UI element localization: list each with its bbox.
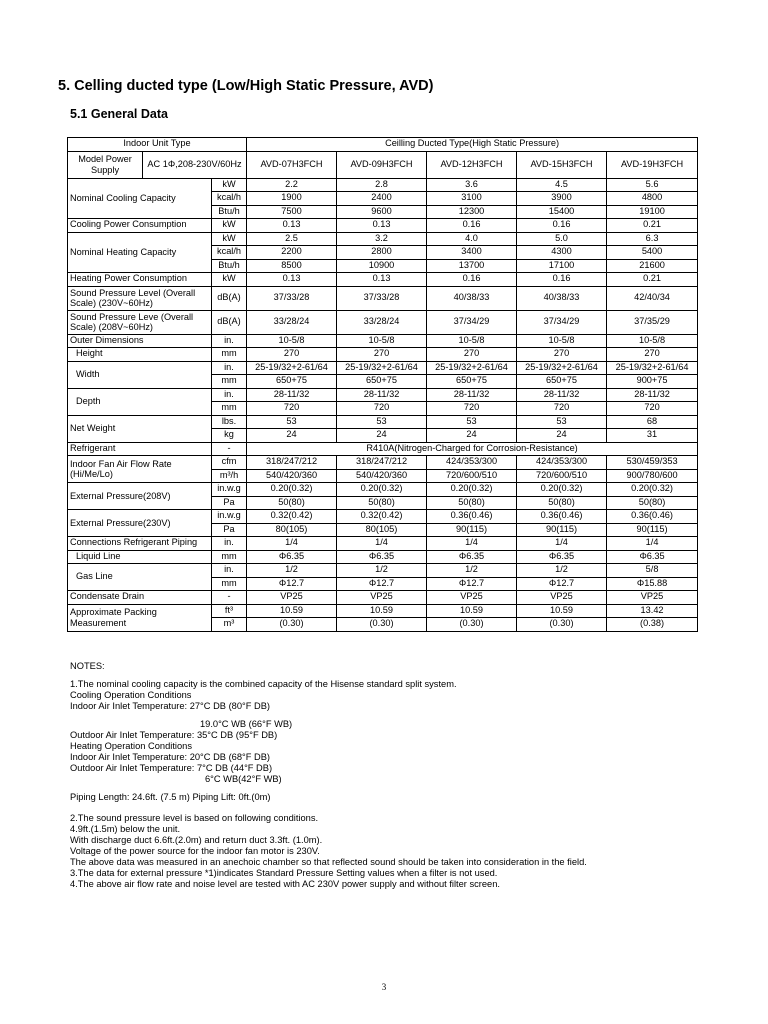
table-cell: 0.16 [427,219,517,233]
unit-cell: Btu/h [212,205,247,219]
table-cell: (0.30) [427,618,517,632]
indoor-unit-type-label: Indoor Unit Type [68,138,247,152]
table-cell: 53 [337,415,427,429]
power-supply-value: AC 1Φ,208-230V/60Hz [143,151,247,178]
table-cell: 0.32(0.42) [247,510,337,524]
cooling-indoor-temp: Indoor Air Inlet Temperature: 27°C DB (80°F DB) [70,701,271,711]
unit-cell: in. [212,537,247,551]
table-cell: 1900 [247,192,337,206]
row-label: Liquid Line [68,550,212,564]
row-label: Refrigerant [68,442,212,456]
table-cell: 0.21 [607,273,698,287]
table-row [68,550,698,564]
table-cell: 1/4 [247,537,337,551]
row-label: External Pressure(230V) [68,510,212,537]
table-cell: 1/2 [427,564,517,578]
unit-cell: kcal/h [212,246,247,260]
unit-cell: mm [212,550,247,564]
table-cell: 40/38/33 [517,286,607,310]
row-label: Gas Line [68,564,212,591]
table-cell: 1/4 [607,537,698,551]
table-cell: 720/600/510 [427,469,517,483]
table-cell: 33/28/24 [337,310,427,334]
table-cell: 3400 [427,246,517,260]
table-cell: 28-11/32 [337,388,427,402]
table-cell: 42/40/34 [607,286,698,310]
table-cell: 68 [607,415,698,429]
table-cell: Φ15.88 [607,577,698,591]
unit-cell: mm [212,577,247,591]
table-cell: 650+75 [517,375,607,389]
table-cell: Φ6.35 [247,550,337,564]
refrigerant-value: R410A(Nitrogen-Charged for Corrosion-Resistance) [247,442,698,456]
table-cell: 900/780/600 [607,469,698,483]
table-cell: 720/600/510 [517,469,607,483]
row-label: External Pressure(208V) [68,483,212,510]
table-cell: 318/247/212 [247,456,337,470]
row-label: Approximate Packing Measurement [68,604,212,631]
table-cell: 0.13 [337,273,427,287]
table-row [68,310,698,334]
table-cell: 1/4 [517,537,607,551]
table-cell: 4800 [607,192,698,206]
note-2-distance: 4.9ft.(1.5m) below the unit. [70,824,181,834]
table-cell: 0.21 [607,219,698,233]
table-cell: 37/34/29 [517,310,607,334]
table-cell: VP25 [247,591,337,605]
table-cell: 0.36(0.46) [517,510,607,524]
table-cell: 10-5/8 [427,334,517,348]
table-cell: 53 [517,415,607,429]
unit-cell: cfm [212,456,247,470]
table-cell: 8500 [247,259,337,273]
table-cell: Φ12.7 [247,577,337,591]
unit-cell: - [212,442,247,456]
unit-cell: m³ [212,618,247,632]
table-row [68,591,698,605]
table-row [68,348,698,362]
row-label: Nominal Heating Capacity [68,232,212,273]
unit-type-value: Ceilling Ducted Type(High Static Pressure) [247,138,698,152]
row-label: Height [68,348,212,362]
table-row [68,232,698,246]
table-cell: 0.36(0.46) [427,510,517,524]
row-label: Nominal Cooling Capacity [68,178,212,219]
table-cell: 50(80) [247,496,337,510]
row-label: Net Weight [68,415,212,442]
table-cell: 650+75 [247,375,337,389]
table-row [68,537,698,551]
unit-cell: kg [212,429,247,443]
table-cell: 28-11/32 [247,388,337,402]
table-cell: 17100 [517,259,607,273]
unit-cell: - [212,591,247,605]
table-cell: 3.6 [427,178,517,192]
table-cell: 24 [247,429,337,443]
table-cell: 3100 [427,192,517,206]
table-cell: 720 [427,402,517,416]
table-cell: Φ12.7 [517,577,607,591]
heating-outdoor-temp: Outdoor Air Inlet Temperature: 7°C DB (44°F DB) [70,763,273,773]
table-cell: 5.0 [517,232,607,246]
table-cell: 0.20(0.32) [247,483,337,497]
unit-cell: kW [212,178,247,192]
table-cell: VP25 [517,591,607,605]
table-cell: 2400 [337,192,427,206]
table-cell: 0.13 [247,219,337,233]
table-cell: 25-19/32+2-61/64 [517,361,607,375]
unit-cell: kW [212,232,247,246]
row-label: Cooling Power Consumption [68,219,212,233]
table-cell: 720 [607,402,698,416]
table-cell: 0.16 [517,219,607,233]
unit-cell: m³/h [212,469,247,483]
table-cell: 2200 [247,246,337,260]
table-row [68,388,698,402]
table-cell: 0.13 [247,273,337,287]
table-cell: VP25 [337,591,427,605]
piping-length: Piping Length: 24.6ft. (7.5 m) Piping Lift: 0ft.(0m) [70,792,271,802]
table-cell: Φ6.35 [427,550,517,564]
cooling-conditions: Cooling Operation Conditions [70,690,192,700]
note-2-chamber: The above data was measured in an anechoic chamber so that reflected sound should be taken into consideration in the field. [70,857,587,867]
table-cell: 3900 [517,192,607,206]
row-label: Outer Dimensions [68,334,212,348]
table-cell: 0.20(0.32) [517,483,607,497]
table-cell: 540/420/360 [337,469,427,483]
table-row [68,219,698,233]
table-cell: 530/459/353 [607,456,698,470]
table-cell: 13700 [427,259,517,273]
row-label: Connections Refrigerant Piping [68,537,212,551]
row-label: Indoor Fan Air Flow Rate (Hi/Me/Lo) [68,456,212,483]
table-cell: 720 [247,402,337,416]
unit-cell: dB(A) [212,286,247,310]
table-cell: 1/2 [337,564,427,578]
table-cell: 6.3 [607,232,698,246]
unit-cell: Pa [212,523,247,537]
table-cell: 0.20(0.32) [607,483,698,497]
table-cell: 1/2 [517,564,607,578]
table-cell: 40/38/33 [427,286,517,310]
note-1: 1.The nominal cooling capacity is the combined capacity of the Hisense standard split system. [70,679,457,689]
table-cell: 1/4 [427,537,517,551]
table-cell: 5400 [607,246,698,260]
table-cell: 33/28/24 [247,310,337,334]
table-cell: 10.59 [247,604,337,618]
table-cell: 25-19/32+2-61/64 [247,361,337,375]
cooling-indoor-wb: 19.0°C WB (66°F WB) [200,719,293,729]
table-cell: 24 [337,429,427,443]
table-cell: 80(105) [337,523,427,537]
row-label: Sound Pressure Leve (Overall Scale) (208V~60Hz) [68,310,212,334]
table-cell: 31 [607,429,698,443]
unit-cell: in.w.g [212,483,247,497]
table-cell: 650+75 [337,375,427,389]
model-power-supply-label: Model Power Supply [68,151,143,178]
table-row [68,564,698,578]
table-cell: 0.32(0.42) [337,510,427,524]
note-2: 2.The sound pressure level is based on following conditions. [70,813,319,823]
table-cell: 1/2 [247,564,337,578]
table-cell: 90(115) [427,523,517,537]
table-cell: 50(80) [337,496,427,510]
cooling-outdoor-temp: Outdoor Air Inlet Temperature: 35°C DB (95°F DB) [70,730,278,740]
unit-cell: mm [212,348,247,362]
table-row [68,151,698,178]
note-2-voltage: Voltage of the power source for the indoor fan motor is 230V. [70,846,320,856]
table-cell: 0.16 [517,273,607,287]
table-cell: 25-19/32+2-61/64 [427,361,517,375]
table-cell: 900+75 [607,375,698,389]
table-cell: (0.30) [247,618,337,632]
unit-cell: in. [212,564,247,578]
table-cell: 24 [517,429,607,443]
table-cell: 25-19/32+2-61/64 [607,361,698,375]
table-cell: 270 [337,348,427,362]
row-label: Depth [68,388,212,415]
table-cell: 13.42 [607,604,698,618]
table-cell: 540/420/360 [247,469,337,483]
table-row [68,273,698,287]
table-cell: 424/353/300 [517,456,607,470]
unit-cell: Pa [212,496,247,510]
table-cell: 37/33/28 [337,286,427,310]
table-cell: 5.6 [607,178,698,192]
unit-cell: dB(A) [212,310,247,334]
table-cell: 10-5/8 [517,334,607,348]
table-cell: 0.16 [427,273,517,287]
model-header: AVD-07H3FCH [247,151,337,178]
unit-cell: kW [212,219,247,233]
heating-conditions: Heating Operation Conditions [70,741,192,751]
table-cell: 2.2 [247,178,337,192]
unit-cell: kcal/h [212,192,247,206]
table-cell: 3.2 [337,232,427,246]
table-row [68,604,698,618]
table-cell: 37/35/29 [607,310,698,334]
table-cell: 1/4 [337,537,427,551]
table-cell: 10.59 [517,604,607,618]
table-cell: VP25 [607,591,698,605]
table-cell: 80(105) [247,523,337,537]
table-cell: 12300 [427,205,517,219]
table-cell: 4300 [517,246,607,260]
table-cell: 0.20(0.32) [427,483,517,497]
table-cell: 720 [517,402,607,416]
table-row [68,286,698,310]
table-cell: 19100 [607,205,698,219]
table-cell: 90(115) [517,523,607,537]
table-cell: 10.59 [337,604,427,618]
table-cell: 0.36(0.46) [607,510,698,524]
unit-cell: in.w.g [212,510,247,524]
table-cell: 53 [427,415,517,429]
table-cell: 90(115) [607,523,698,537]
table-cell: 2800 [337,246,427,260]
table-cell: 0.13 [337,219,427,233]
subsection-title: 5.1 General Data [70,107,168,121]
table-row [68,138,698,152]
note-4: 4.The above air flow rate and noise level are tested with AC 230V power supply and without filter screen. [70,879,500,889]
unit-cell: ft³ [212,604,247,618]
table-cell: 7500 [247,205,337,219]
table-cell: 10900 [337,259,427,273]
table-row [68,483,698,497]
unit-cell: lbs. [212,415,247,429]
table-cell: VP25 [427,591,517,605]
table-cell: 50(80) [427,496,517,510]
table-cell: 25-19/32+2-61/64 [337,361,427,375]
model-header: AVD-09H3FCH [337,151,427,178]
table-cell: 270 [247,348,337,362]
table-cell: 28-11/32 [427,388,517,402]
page-number: 3 [381,982,387,992]
row-label: Width [68,361,212,388]
table-cell: 10.59 [427,604,517,618]
notes-title: NOTES: [70,661,105,671]
table-cell: 21600 [607,259,698,273]
table-cell: 37/34/29 [427,310,517,334]
table-cell: Φ12.7 [337,577,427,591]
table-cell: 424/353/300 [427,456,517,470]
table-cell: Φ6.35 [607,550,698,564]
table-cell: 15400 [517,205,607,219]
table-cell: 50(80) [607,496,698,510]
table-cell: 720 [337,402,427,416]
table-cell: (0.30) [517,618,607,632]
table-cell: 28-11/32 [517,388,607,402]
table-row [68,442,698,456]
table-cell: 650+75 [427,375,517,389]
table-cell: 10-5/8 [607,334,698,348]
table-cell: 50(80) [517,496,607,510]
unit-cell: in. [212,334,247,348]
table-cell: 10-5/8 [247,334,337,348]
note-2-duct: With discharge duct 6.6ft.(2.0m) and return duct 3.3ft. (1.0m). [70,835,323,845]
table-cell: Φ6.35 [337,550,427,564]
table-cell: (0.38) [607,618,698,632]
section-title: 5. Celling ducted type (Low/High Static Pressure, AVD) [58,78,434,94]
table-cell: 53 [247,415,337,429]
unit-cell: Btu/h [212,259,247,273]
table-cell: 10-5/8 [337,334,427,348]
table-cell: 0.20(0.32) [337,483,427,497]
table-cell: 24 [427,429,517,443]
note-3: 3.The data for external pressure *1)indicates Standard Pressure Setting values when a filter is not used. [70,868,498,878]
table-cell: 2.8 [337,178,427,192]
unit-cell: mm [212,375,247,389]
table-cell: 270 [427,348,517,362]
row-label: Sound Pressure Level (Overall Scale) (230V~60Hz) [68,286,212,310]
model-header: AVD-15H3FCH [517,151,607,178]
table-cell: 4.5 [517,178,607,192]
table-cell: 2.5 [247,232,337,246]
table-cell: 28-11/32 [607,388,698,402]
table-cell: 5/8 [607,564,698,578]
table-cell: 4.0 [427,232,517,246]
notes-section [70,661,587,890]
unit-cell: kW [212,273,247,287]
table-cell: 37/33/28 [247,286,337,310]
table-row [68,510,698,524]
table-row [68,178,698,192]
table-cell: 9600 [337,205,427,219]
table-cell: Φ6.35 [517,550,607,564]
table-cell: 270 [607,348,698,362]
table-row [68,456,698,470]
table-row [68,334,698,348]
table-cell: (0.30) [337,618,427,632]
general-data-table [67,137,698,632]
unit-cell: mm [212,402,247,416]
model-header: AVD-19H3FCH [607,151,698,178]
model-header: AVD-12H3FCH [427,151,517,178]
table-cell: 318/247/212 [337,456,427,470]
unit-cell: in. [212,388,247,402]
heating-outdoor-wb: 6°C WB(42°F WB) [205,774,282,784]
row-label: Condensate Drain [68,591,212,605]
table-row [68,415,698,429]
table-cell: Φ12.7 [427,577,517,591]
heating-indoor-temp: Indoor Air Inlet Temperature: 20°C DB (68°F DB) [70,752,271,762]
table-row [68,361,698,375]
unit-cell: in. [212,361,247,375]
row-label: Heating Power Consumption [68,273,212,287]
table-cell: 270 [517,348,607,362]
